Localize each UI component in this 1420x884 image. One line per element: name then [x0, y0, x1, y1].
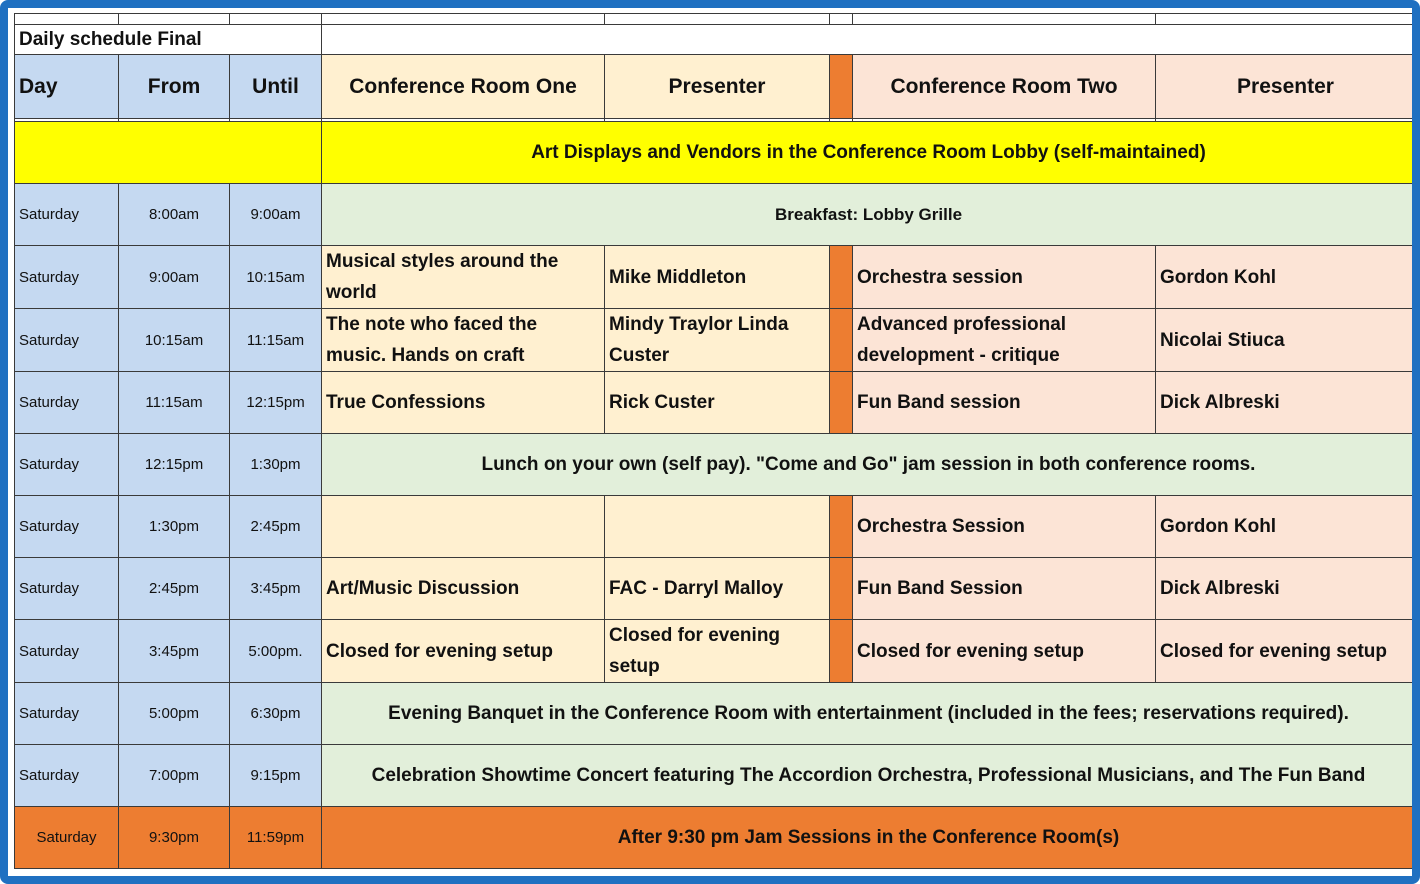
room-two-event-cell[interactable]: Fun Band session: [853, 372, 1156, 434]
from-cell[interactable]: 3:45pm: [119, 620, 230, 683]
room-one-presenter-cell[interactable]: Mindy Traylor Linda Custer: [605, 309, 830, 372]
until-cell[interactable]: 1:30pm: [230, 434, 322, 496]
day-cell[interactable]: Saturday: [15, 745, 119, 807]
room-two-event-cell[interactable]: Orchestra session: [853, 246, 1156, 309]
schedule-row: [15, 184, 1416, 246]
header-day[interactable]: Day: [15, 55, 119, 119]
header-separator[interactable]: [830, 55, 853, 119]
schedule-row: [15, 309, 1416, 372]
schedule-row: [15, 745, 1416, 807]
header-presenter-one[interactable]: Presenter: [605, 55, 830, 119]
title-blank-cell[interactable]: [322, 25, 1416, 55]
separator-cell: [830, 620, 853, 683]
header-room-two[interactable]: Conference Room Two: [853, 55, 1156, 119]
room-two-presenter-cell[interactable]: Dick Albreski: [1156, 558, 1416, 620]
day-cell[interactable]: Saturday: [15, 558, 119, 620]
from-cell[interactable]: 8:00am: [119, 184, 230, 246]
separator-cell: [830, 309, 853, 372]
room-one-event-cell[interactable]: [322, 496, 605, 558]
from-cell[interactable]: 1:30pm: [119, 496, 230, 558]
from-cell[interactable]: 12:15pm: [119, 434, 230, 496]
until-cell[interactable]: 9:00am: [230, 184, 322, 246]
day-cell[interactable]: Saturday: [15, 434, 119, 496]
from-cell[interactable]: 10:15am: [119, 309, 230, 372]
room-two-event-cell[interactable]: Advanced professional development - critique: [853, 309, 1156, 372]
from-cell[interactable]: 9:00am: [119, 246, 230, 309]
room-one-event-cell[interactable]: Art/Music Discussion: [322, 558, 605, 620]
until-cell[interactable]: 12:15pm: [230, 372, 322, 434]
day-cell[interactable]: Saturday: [15, 184, 119, 246]
day-cell[interactable]: Saturday: [15, 807, 119, 869]
day-cell[interactable]: Saturday: [15, 246, 119, 309]
header-room-one[interactable]: Conference Room One: [322, 55, 605, 119]
schedule-row: [15, 807, 1416, 869]
day-cell[interactable]: Saturday: [15, 683, 119, 745]
separator-cell: [830, 496, 853, 558]
room-one-presenter-cell[interactable]: Closed for evening setup: [605, 620, 830, 683]
span-event-cell[interactable]: Evening Banquet in the Conference Room with entertainment (included in the fees; reservations required).: [322, 683, 1416, 745]
schedule-row: [15, 683, 1416, 745]
lobby-banner-blank[interactable]: [15, 122, 322, 184]
room-one-presenter-cell[interactable]: FAC - Darryl Malloy: [605, 558, 830, 620]
room-two-presenter-cell[interactable]: Dick Albreski: [1156, 372, 1416, 434]
schedule-row: [15, 246, 1416, 309]
lobby-banner-row: [15, 122, 1416, 184]
room-one-event-cell[interactable]: Musical styles around the world: [322, 246, 605, 309]
room-two-event-cell[interactable]: Closed for evening setup: [853, 620, 1156, 683]
header-from[interactable]: From: [119, 55, 230, 119]
room-two-presenter-cell[interactable]: Gordon Kohl: [1156, 246, 1416, 309]
from-cell[interactable]: 7:00pm: [119, 745, 230, 807]
separator-cell: [830, 372, 853, 434]
room-one-event-cell[interactable]: True Confessions: [322, 372, 605, 434]
until-cell[interactable]: 11:15am: [230, 309, 322, 372]
schedule-row: [15, 434, 1416, 496]
day-cell[interactable]: Saturday: [15, 496, 119, 558]
header-row: [15, 55, 1416, 119]
schedule-row: [15, 558, 1416, 620]
until-cell[interactable]: 9:15pm: [230, 745, 322, 807]
room-two-event-cell[interactable]: Orchestra Session: [853, 496, 1156, 558]
from-cell[interactable]: 11:15am: [119, 372, 230, 434]
title-row: [15, 25, 1416, 55]
room-one-event-cell[interactable]: The note who faced the music. Hands on craft: [322, 309, 605, 372]
until-cell[interactable]: 10:15am: [230, 246, 322, 309]
until-cell[interactable]: 6:30pm: [230, 683, 322, 745]
until-cell[interactable]: 5:00pm.: [230, 620, 322, 683]
from-cell[interactable]: 5:00pm: [119, 683, 230, 745]
day-cell[interactable]: Saturday: [15, 372, 119, 434]
day-cell[interactable]: Saturday: [15, 620, 119, 683]
until-cell[interactable]: 11:59pm: [230, 807, 322, 869]
room-two-presenter-cell[interactable]: Gordon Kohl: [1156, 496, 1416, 558]
room-one-event-cell[interactable]: Closed for evening setup: [322, 620, 605, 683]
column-header-strip: [15, 14, 1416, 25]
schedule-table: [14, 13, 1416, 869]
from-cell[interactable]: 9:30pm: [119, 807, 230, 869]
schedule-row: [15, 372, 1416, 434]
day-cell[interactable]: Saturday: [15, 309, 119, 372]
room-two-presenter-cell[interactable]: Closed for evening setup: [1156, 620, 1416, 683]
separator-cell: [830, 558, 853, 620]
from-cell[interactable]: 2:45pm: [119, 558, 230, 620]
room-one-presenter-cell[interactable]: Rick Custer: [605, 372, 830, 434]
lobby-banner[interactable]: Art Displays and Vendors in the Conference Room Lobby (self-maintained): [322, 122, 1416, 184]
span-event-cell[interactable]: After 9:30 pm Jam Sessions in the Conference Room(s): [322, 807, 1416, 869]
span-event-cell[interactable]: Breakfast: Lobby Grille: [322, 184, 1416, 246]
separator-cell: [830, 246, 853, 309]
schedule-row: [15, 620, 1416, 683]
room-one-presenter-cell[interactable]: Mike Middleton: [605, 246, 830, 309]
span-event-cell[interactable]: Celebration Showtime Concert featuring The Accordion Orchestra, Professional Musicians, and The Fun Band: [322, 745, 1416, 807]
span-event-cell[interactable]: Lunch on your own (self pay). "Come and Go" jam session in both conference rooms.: [322, 434, 1416, 496]
room-one-presenter-cell[interactable]: [605, 496, 830, 558]
room-two-presenter-cell[interactable]: Nicolai Stiuca: [1156, 309, 1416, 372]
schedule-row: [15, 496, 1416, 558]
room-two-event-cell[interactable]: Fun Band Session: [853, 558, 1156, 620]
header-presenter-two[interactable]: Presenter: [1156, 55, 1416, 119]
header-until[interactable]: Until: [230, 55, 322, 119]
sheet-title[interactable]: Daily schedule Final: [15, 25, 322, 55]
until-cell[interactable]: 3:45pm: [230, 558, 322, 620]
until-cell[interactable]: 2:45pm: [230, 496, 322, 558]
